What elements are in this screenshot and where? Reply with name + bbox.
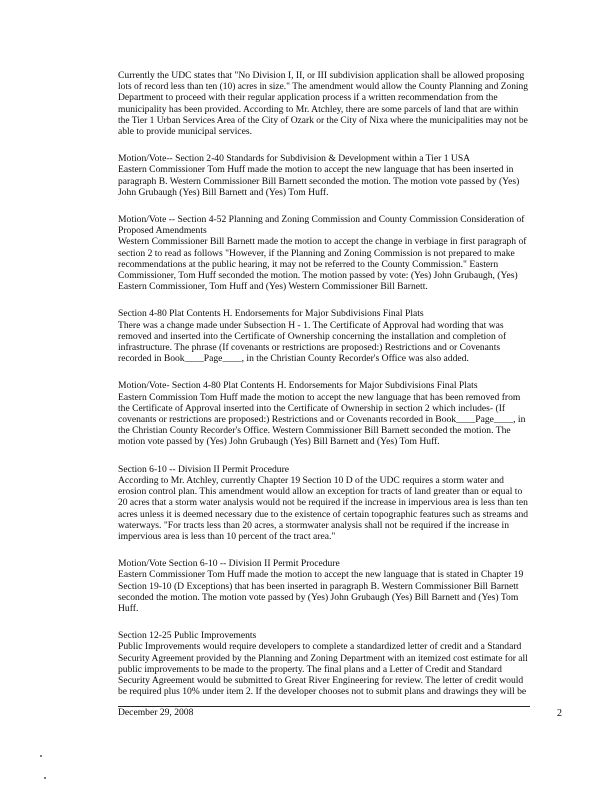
text-line: Huff. [118, 602, 139, 614]
text-line: public improvements to be made to the property. The final plans and a Letter of Credit and Standard [118, 663, 502, 675]
paragraph [118, 214, 528, 292]
text-line: 20 acres that a storm water analysis would not be required if the increase in impervious area is less than ten [118, 497, 528, 509]
text-line: Motion/Vote -- Section 4-52 Planning and Zoning Commission and County Commission Consideration of [118, 214, 525, 226]
text-line: covenants or restrictions are proposed:) Restrictions and or Covenants recorded in Book____Page____, in [118, 414, 526, 426]
text-line: According to Mr. Atchley, currently Chapter 19 Section 10 D of the UDC requires a storm water and [118, 474, 504, 486]
text-line: erosion control plan. This amendment would allow an exception for tracts of land greater than or equal to [118, 486, 523, 498]
text-line: section 2 to read as follows "However, if the Planning and Zoning Commission is not prepared to make [118, 247, 515, 259]
text-line: acres unless it is deemed necessary due to the existence of certain topographic features such as streams and [118, 508, 529, 520]
text-line: infrastructure. The phrase (If covenants or restrictions are proposed:) Restrictions and or Covenants [118, 342, 501, 354]
text-line: removed and inserted into the Certificate of Ownership concerning the installation and completion of [118, 330, 507, 342]
text-line: Section 19-10 (D Exceptions) that has been inserted in paragraph B. Western Commissioner Bill Barnett [118, 580, 519, 592]
paragraph [118, 380, 528, 447]
text-line: Eastern Commissioner Tom Huff made the motion to accept the new language that has been inserted in [118, 164, 514, 176]
minutes-body [118, 70, 528, 713]
text-line: Public Improvements would require developers to complete a standardized letter of credit and a Standard [118, 641, 522, 653]
text-line: John Grubaugh (Yes) Bill Barnett and (Yes) Tom Huff. [118, 186, 329, 198]
text-line: impervious area is less than 10 percent of the tract area." [118, 530, 336, 542]
text-line: seconded the motion. The motion vote passed by (Yes) John Grubaugh (Yes) Bill Barnett and (Yes) Tom [118, 591, 519, 603]
text-line: Security Agreement would be submitted to Great River Engineering for review. The letter of credit would [118, 674, 524, 686]
paragraph [118, 464, 528, 542]
text-line: Western Commissioner Bill Barnett made the motion to accept the change in verbiage in first paragraph of [118, 236, 527, 248]
text-line: motion vote passed by (Yes) John Grubaugh (Yes) Bill Barnett and (Yes) Tom Huff. [118, 436, 440, 448]
text-line: recommendations at the public hearing, it may not be referred to the County Commission." Eastern [118, 258, 499, 270]
paragraph [118, 308, 528, 364]
text-line: Eastern Commission Tom Huff made the motion to accept the new language that has been removed from [118, 391, 521, 403]
text-line: Commissioner, Tom Huff seconded the motion. The motion passed by vote: (Yes) John Grubaugh, (Yes) [118, 270, 518, 282]
text-line: Motion/Vote Section 6-10 -- Division II Permit Procedure [118, 558, 340, 570]
text-line: paragraph B. Western Commissioner Bill Barnett seconded the motion. The motion vote passed by (Yes) [118, 175, 520, 187]
text-line: municipality has been provided. According to Mr. Atchley, there are some parcels of land that are within [118, 103, 519, 115]
text-line: There was a change made under Subsection H - 1. The Certificate of Approval had wording that was [118, 319, 504, 331]
text-line: the Certificate of Approval inserted into the Certificate of Ownership in section 2 which includes- (If [118, 402, 506, 414]
footer-date: December 29, 2008 [118, 707, 194, 718]
paragraph [118, 558, 528, 614]
page-number: 2 [557, 708, 562, 719]
scan-speck [40, 755, 42, 757]
paragraph [118, 630, 528, 697]
text-line: recorded in Book____Page____, in the Christian County Recorder's Office was also added. [118, 353, 469, 365]
paragraph [118, 70, 528, 137]
text-line: able to provide municipal services. [118, 126, 253, 138]
text-line: waterways. "For tracts less than 20 acres, a stormwater analysis shall not be required if the increase in [118, 519, 510, 531]
text-line: lots of record less than ten (10) acres in size." The amendment would allow the County Planning and Zoning [118, 81, 528, 93]
text-line: Eastern Commissioner, Tom Huff and (Yes) Western Commissioner Bill Barnett. [118, 281, 428, 293]
text-line: Section 4-80 Plat Contents H. Endorsements for Major Subdivisions Final Plats [118, 308, 424, 320]
text-line: Motion/Vote- Section 4-80 Plat Contents H. Endorsements for Major Subdivisions Final Plats [118, 380, 478, 392]
text-line: the Tier 1 Urban Services Area of the City of Ozark or the City of Nixa where the municipalities may not be [118, 114, 528, 126]
text-line: Security Agreement provided by the Planning and Zoning Department with an itemized cost estimate for all [118, 652, 528, 664]
text-line: Section 6-10 -- Division II Permit Procedure [118, 463, 290, 475]
text-line: Proposed Amendments [118, 225, 207, 237]
text-line: be required plus 10% under item 2. If the developer chooses not to submit plans and drawings they will be [118, 686, 527, 698]
text-line: Currently the UDC states that "No Division I, II, or III subdivision application shall be allowed proposing [118, 70, 525, 81]
scan-speck [44, 777, 46, 779]
text-line: Department to proceed with their regular application process if a written recommendation from the [118, 92, 498, 104]
text-line: the Christian County Recorder's Office. Western Commissioner Bill Barnett seconded the motion. The [118, 425, 511, 437]
text-line: Section 12-25 Public Improvements [118, 630, 257, 642]
paragraph [118, 153, 528, 198]
text-line: Motion/Vote-- Section 2-40 Standards for Subdivision & Development within a Tier 1 USA [118, 153, 471, 165]
text-line: Eastern Commissioner Tom Huff made the motion to accept the new language that is stated in Chapter 19 [118, 569, 524, 581]
